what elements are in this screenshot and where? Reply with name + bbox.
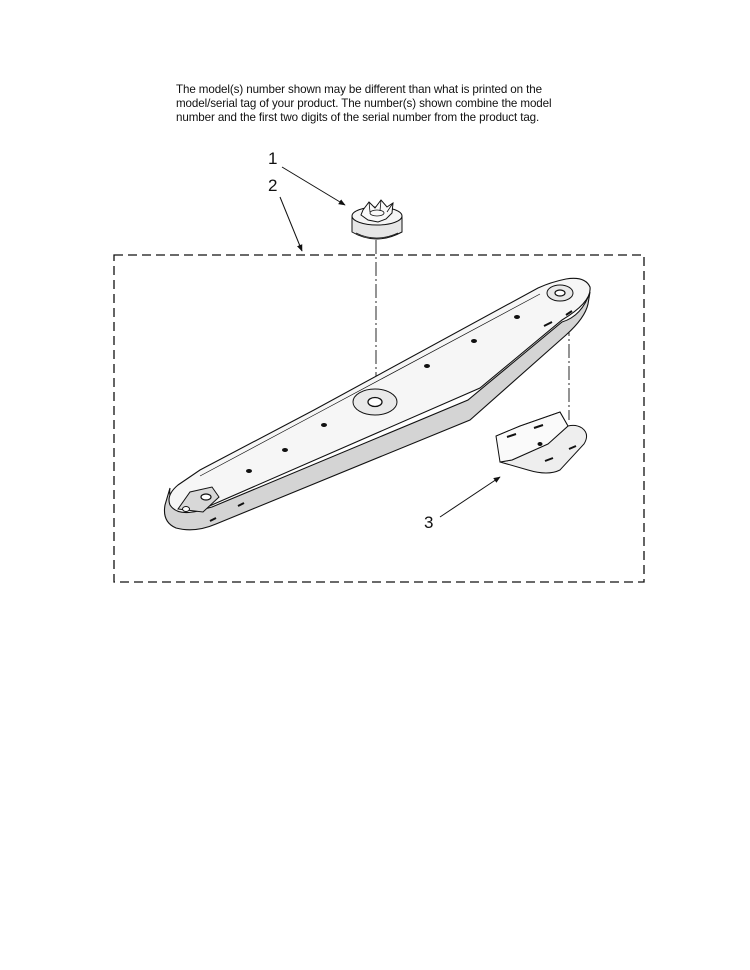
notice-line-1: The model(s) number shown may be different than what is printed on the xyxy=(176,83,542,96)
mounting-bracket-icon[interactable] xyxy=(496,412,587,473)
callout-1[interactable]: 1 xyxy=(268,149,278,168)
leader-line-2 xyxy=(280,197,302,251)
callout-3[interactable]: 3 xyxy=(424,513,434,532)
leader-line-1 xyxy=(282,167,345,205)
callout-2[interactable]: 2 xyxy=(268,176,278,195)
spray-arm-icon[interactable] xyxy=(164,278,590,529)
notice-line-3: number and the first two digits of the serial number from the product tag. xyxy=(176,111,540,124)
leader-line-3 xyxy=(440,477,500,517)
notice-line-2: model/serial tag of your product. The number(s) shown combine the model xyxy=(176,97,552,110)
hub-nut-icon[interactable] xyxy=(352,200,402,239)
